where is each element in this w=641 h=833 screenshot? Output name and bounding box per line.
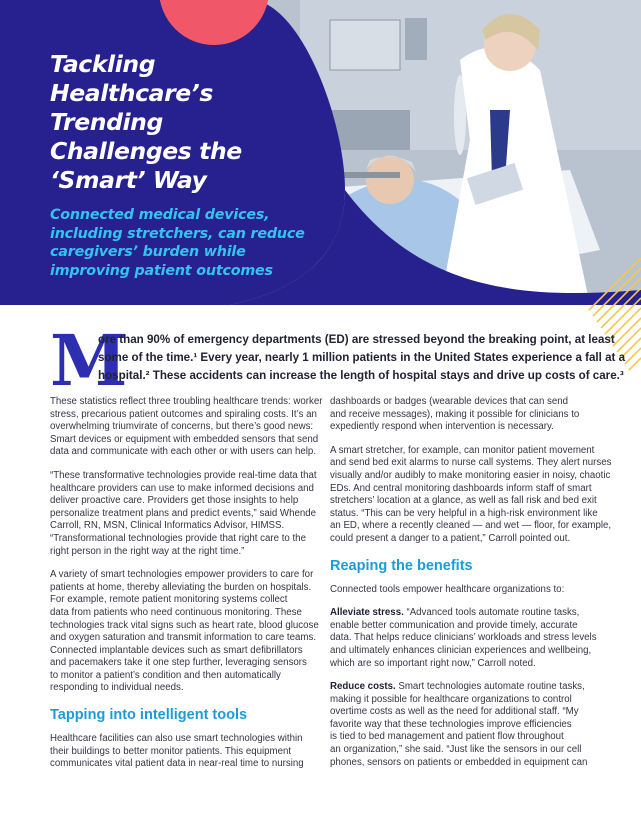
text-line: an organization,” she said. “Just like the sensors in our cell (330, 744, 582, 756)
page-subtitle (50, 206, 305, 280)
text-fragment: “Advanced tools automate routine tasks, (403, 607, 580, 619)
text-line: right person in the right way at the right time.” (50, 545, 245, 557)
intro-line: ore than 90% of emergency departments (ED) are stressed beyond the breaking point, at least (98, 333, 615, 346)
benefit-label: Alleviate stress. (330, 607, 404, 619)
text-line: making it possible for healthcare organizations to control (330, 693, 572, 705)
text-line: stress, precarious patient outcomes and spiraling costs. It’s an (50, 408, 317, 420)
title-line: Challenges the (50, 137, 242, 165)
text-line: For example, remote patient monitoring systems collect (50, 594, 288, 606)
title-line: Trending (50, 108, 163, 136)
subtitle-line: caregivers’ burden while (50, 244, 246, 261)
text-line: overtime costs as well as the need for additional staff. “My (330, 706, 579, 718)
text-line: deliver proactive care. Providers get those insights to help (50, 495, 299, 507)
right-column (330, 396, 612, 780)
text-line: responding to individual needs. (50, 682, 184, 694)
left-column (50, 396, 323, 782)
text-line: A smart stretcher, for example, can monitor patient movement (330, 444, 595, 456)
title-line: Healthcare’s (50, 79, 213, 107)
benefit-label: Reduce costs. (330, 681, 396, 693)
intro-line: some of the time.¹ Every year, nearly 1 million patients in the United States experience a fall at a (98, 351, 626, 364)
text-line: and receive messages), making it possible for clinicians to (330, 408, 580, 420)
text-line: “Transformational technologies provide that right care to the (50, 532, 306, 544)
text-line: and oxygen saturation and transmit information to care teams. (50, 632, 317, 644)
title-line: ‘Smart’ Way (50, 166, 207, 194)
subtitle-line: including stretchers, can reduce (50, 225, 305, 242)
text-fragment: Smart technologies automate routine tasks, (395, 681, 585, 693)
text-line: to monitor a patient’s condition and then automatically (50, 669, 281, 681)
title-line: Tackling (50, 50, 156, 78)
text-line: expediently respond when intervention is necessary. (330, 421, 554, 433)
benefit-paragraph (330, 607, 597, 670)
text-line: data from patients who need continuous monitoring. These (50, 606, 302, 618)
text-line: phones, sensors on patients or embedded in equipment can (330, 756, 588, 768)
section-heading: Reaping the benefits (330, 557, 473, 574)
text-line: data. That helps reduce clinicians’ workloads and stress levels (330, 632, 597, 644)
subtitle-line: improving patient outcomes (50, 262, 273, 279)
text-line: enable better communication and provide timely, accurate (330, 619, 578, 631)
text-line: and pacemakers take it one step further, leveraging sensors (50, 657, 307, 669)
text-line: A variety of smart technologies empower providers to care for (50, 569, 314, 581)
text-line: personalize treatment plans and predict events,” said Whende (50, 507, 317, 519)
text-line: data and communicate with each other or with users can help. (50, 446, 317, 458)
text-line: status. “This can be very helpful in a high-risk environment like (330, 507, 598, 519)
text-line: stretchers’ location at a glance, as well as fall risk and bed exit (330, 495, 597, 507)
text-line: These statistics reflect three troubling healthcare trends: worker (50, 396, 323, 407)
text-line: technologies track vital signs such as heart rate, blood glucose (50, 619, 319, 631)
hero-banner (0, 0, 641, 305)
body-paragraph (330, 584, 592, 597)
text-line: Connected implantable devices such as smart defibrillators (50, 644, 303, 656)
subtitle-line: Connected medical devices, (50, 207, 270, 223)
text-line: Carroll, RN, MSN, Clinical Informatics Advisor, HIMSS. (50, 520, 285, 532)
body-paragraph (330, 396, 592, 434)
text-line: Smart devices or equipment with embedded sensors that send (50, 433, 319, 445)
text-line: which are so important right now,” Carroll noted. (330, 657, 536, 669)
text-line: favorite way that these technologies improve efficiencies (330, 718, 572, 730)
text-line: Connected tools empower healthcare organizations to: (330, 583, 565, 595)
text-line (330, 681, 592, 694)
text-line: an ED, where a recently cleaned — and wet — floor, for example, (330, 520, 612, 532)
body-paragraph (50, 733, 312, 771)
text-line: EDs. And central monitoring dashboards inform staff of smart (330, 482, 592, 494)
drop-cap: M (50, 319, 128, 402)
body-paragraph (50, 569, 319, 695)
quote-paragraph (50, 469, 317, 558)
intro-line: hospital.² These accidents can increase the length of hospital stays and drive up costs of care.³ (98, 369, 624, 382)
benefit-paragraph (330, 681, 592, 769)
section-heading: Tapping into intelligent tools (50, 707, 248, 724)
text-line: “These transformative technologies provide real-time data that (50, 469, 317, 481)
page-title (50, 50, 300, 195)
text-line: their buildings to better monitor patients. This equipment (50, 745, 292, 757)
text-line: dashboards or badges (wearable devices that can send (330, 396, 569, 407)
text-line: patients at home, thereby alleviating the burden on hospitals. (50, 581, 312, 593)
text-line (330, 607, 592, 620)
text-line: and send bed exit alarms to nurse call systems. They alert nurses (330, 457, 612, 469)
text-line: and ultimately enhances clinician experiences and wellbeing, (330, 644, 592, 656)
text-line: could present a danger to a patient,” Carroll pointed out. (330, 532, 571, 544)
text-line: Healthcare facilities can also use smart technologies within (50, 733, 303, 745)
text-line: is tied to bed management and patient flow throughout (330, 731, 564, 743)
text-line: communicates vital patient data in near-real time to nursing (50, 758, 304, 770)
body-paragraph (50, 396, 323, 459)
text-line: visually and/or audibly to make monitoring easier in noisy, chaotic (330, 469, 611, 481)
text-line: healthcare providers can use to make informed decisions and (50, 482, 314, 494)
text-line: overwhelming triumvirate of concerns, but there’s good news: (50, 421, 314, 433)
body-paragraph (330, 444, 612, 546)
